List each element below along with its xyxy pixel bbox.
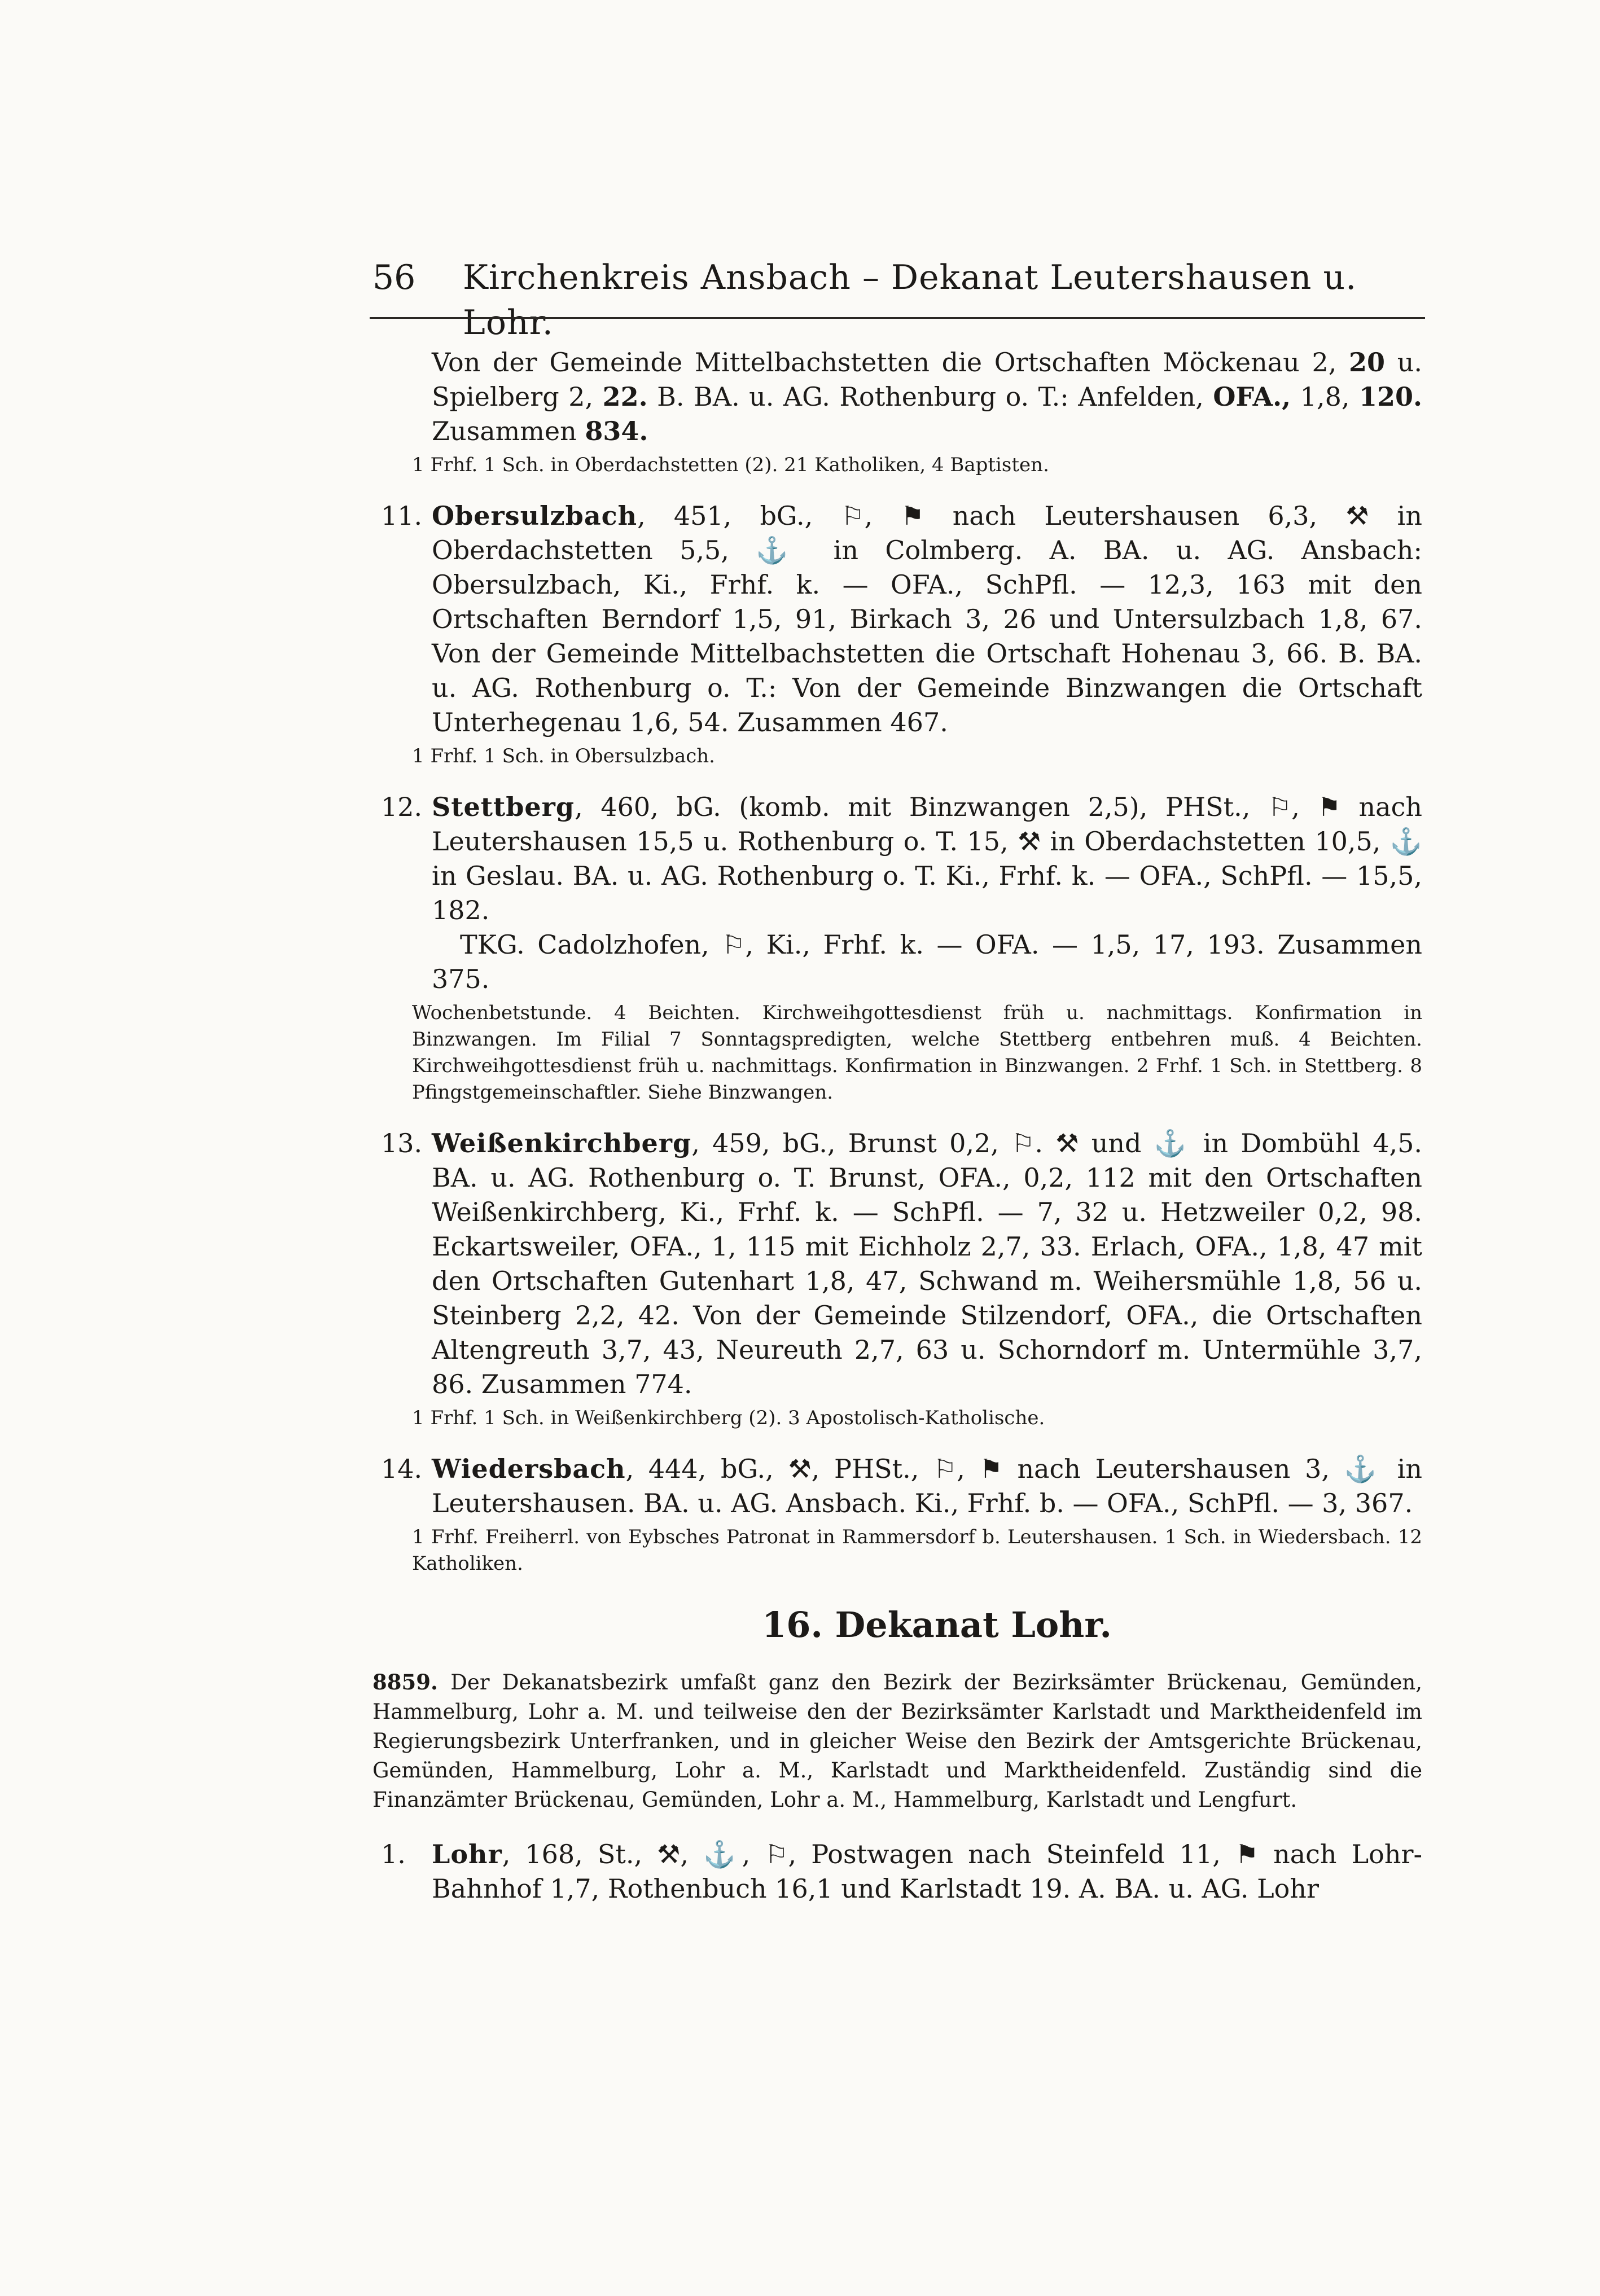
intro-bold: OFA., (1213, 381, 1291, 412)
intro-text: 1,8, (1291, 381, 1359, 412)
page-content (372, 345, 1422, 1906)
parish-entry (372, 499, 1422, 740)
page-header (372, 255, 1417, 345)
entry-text: , 459, bG., Brunst 0,2, ⚐. ⚒ und ⚓ in Dombühl 4,5. BA. u. AG. Rothenburg o. T. Brunst, OFA., 0,2, 112 mit den Ortschaften Weißenkirchberg, Ki., Frhf. k. — SchPfl. — 7, 32 u. Hetzweiler 0,2, 98. Eckartsweiler, OFA., 1, 115 mit Eichholz 2,7, 33. Erlach, OFA., 1,8, 47 mit den Ortschaften Gutenhart 1,8, 47, Schwand m. Weihersmühle 1,8, 56 u. Steinberg 2,2, 42. Von der Gemeinde Stilzendorf, OFA., die Ortschaften Altengreuth 3,7, 43, Neureuth 2,7, 63 u. Schorndorf m. Untermühle 3,7, 86. Zusammen 774. (432, 1128, 1422, 1399)
footnote: 1 Frhf. 1 Sch. in Oberdachstetten (2). 21 Katholiken, 4 Baptisten. (412, 454, 1049, 476)
entry-text: , 168, St., ⚒, ⚓, ⚐, Postwagen nach Steinfeld 11, ⚑ nach Lohr-Bahnhof 1,7, Rothenbuch 16,1 und Karlstadt 19. A. BA. u. AG. Lohr (432, 1839, 1422, 1904)
entry-number: 12. (381, 792, 423, 822)
place-name: Weißenkirchberg (432, 1128, 692, 1158)
intro-text: B. BA. u. AG. Rothenburg o. T.: Anfelden, (647, 381, 1213, 412)
section-intro-text: Der Dekanatsbezirk umfaßt ganz den Bezirk der Bezirksämter Brückenau, Gemünden, Hammelburg, Lohr a. M. und teilweise den der Bezirksämter Karlstadt und Marktheidenfeld im Regierungsbezirk Unterfranken, und in gleicher Weise den Bezirk der Amtsgerichte Brückenau, Gemünden, Hammelburg, Lohr a. M., Karlstadt und Marktheidenfeld. Zuständig sind die Finanzämter Brückenau, Gemünden, Lohr a. M., Hammelburg, Karlstadt und Lengfurt. (372, 1670, 1422, 1812)
place-name: Lohr (432, 1839, 502, 1869)
page-number: 56 (372, 258, 416, 297)
running-title: Kirchenkreis Ansbach – Dekanat Leutershausen u. Lohr. (463, 258, 1357, 343)
intro-bold: 834. (585, 416, 648, 446)
footnote: 1 Frhf. 1 Sch. in Obersulzbach. (412, 745, 715, 767)
entry-text: , 444, bG., ⚒, PHSt., ⚐, ⚑ nach Leutershausen 3, ⚓ in Leutershausen. BA. u. AG. Ansbach. Ki., Frhf. b. — OFA., SchPfl. — 3, 367. (432, 1454, 1422, 1518)
place-name: Wiedersbach (432, 1454, 626, 1484)
entry-number: 11. (381, 501, 423, 531)
footnote: Wochenbetstunde. 4 Beichten. Kirchweihgottesdienst früh u. nachmittags. Konfirmation in Binzwangen. Im Filial 7 Sonntagspredigten, welche Stettberg entbehren muß. 4 Beichten. Kirchweihgottesdienst früh u. nachmittags. Konfirmation in Binzwangen. 2 Frhf. 1 Sch. in Stettberg. 8 Pfingstgemeinschaftler. Siehe Binzwangen. (412, 1002, 1422, 1104)
filial-entry: TKG. Cadolzhofen, ⚐, Ki., Frhf. k. — OFA. — 1,5, 17, 193. Zusammen 375. (432, 929, 1422, 994)
entry-number: 14. (381, 1454, 423, 1484)
entry-number: 1. (381, 1839, 406, 1869)
parish-entry (372, 1452, 1422, 1521)
section-intro (372, 1667, 1422, 1815)
parish-entry (372, 790, 1422, 928)
header-rule (370, 317, 1425, 319)
intro-bold: 20 (1349, 347, 1386, 377)
parish-entry (372, 1126, 1422, 1402)
parish-entry (372, 1837, 1422, 1906)
section-intro-number: 8859. (372, 1670, 438, 1694)
place-name: Obersulzbach (432, 501, 638, 531)
place-name: Stettberg (432, 792, 575, 822)
footnote: 1 Frhf. 1 Sch. in Weißenkirchberg (2). 3 Apostolisch-Katholische. (412, 1407, 1045, 1429)
intro-continuation (372, 345, 1422, 449)
intro-text: Von der Gemeinde Mittelbachstetten die Ortschaften Möckenau 2, (432, 347, 1349, 377)
entry-number: 13. (381, 1128, 423, 1158)
intro-bold: 120. (1358, 381, 1423, 412)
intro-text: u. Spielberg 2, (432, 347, 1422, 412)
intro-bold: 22. (602, 381, 648, 412)
footnote: 1 Frhf. Freiherrl. von Eybsches Patronat in Rammersdorf b. Leutershausen. 1 Sch. in Wiedersbach. 12 Katholiken. (412, 1526, 1422, 1575)
section-title: 16. Dekanat Lohr. (762, 1604, 1112, 1645)
intro-text: Zusammen (432, 416, 585, 446)
entry-text: , 460, bG. (komb. mit Binzwangen 2,5), PHSt., ⚐, ⚑ nach Leutershausen 15,5 u. Rothenburg o. T. 15, ⚒ in Oberdachstetten 10,5, ⚓ in Geslau. BA. u. AG. Rothenburg o. T. Ki., Frhf. k. — OFA., SchPfl. — 15,5, 182. (432, 792, 1422, 925)
entry-text: , 451, bG., ⚐, ⚑ nach Leutershausen 6,3, ⚒ in Oberdachstetten 5,5, ⚓ in Colmberg. A. BA. u. AG. Ansbach: Obersulzbach, Ki., Frhf. k. — OFA., SchPfl. — 12,3, 163 mit den Ortschaften Berndorf 1,5, 91, Birkach 3, 26 und Untersulzbach 1,8, 67. Von der Gemeinde Mittelbachstetten die Ortschaft Hohenau 3, 66. B. BA. u. AG. Rothenburg o. T.: Von der Gemeinde Binzwangen die Ortschaft Unterhegenau 1,6, 54. Zusammen 467. (432, 501, 1422, 737)
